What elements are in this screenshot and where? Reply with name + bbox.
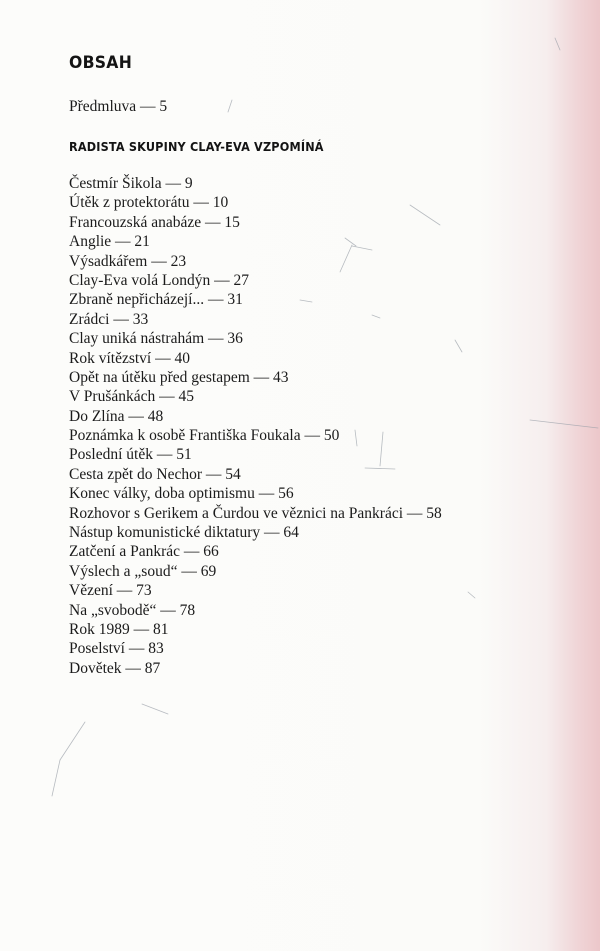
- toc-entry: Nástup komunistické diktatury — 64: [69, 524, 299, 542]
- toc-entry: Poselství — 83: [69, 640, 164, 658]
- toc-entry: Do Zlína — 48: [69, 407, 164, 425]
- toc-entry: Poznámka k osobě Františka Foukala — 50: [69, 427, 340, 445]
- toc-entry: Zbraně nepřicházejí... — 31: [69, 291, 243, 309]
- toc-entry: Výslech a „soud“ — 69: [69, 562, 217, 580]
- toc-entry: Clay-Eva volá Londýn — 27: [69, 271, 249, 289]
- toc-entry: Anglie — 21: [69, 233, 150, 251]
- toc-entry: Rozhovor s Gerikem a Čurdou ve věznici na Pankráci — 58: [69, 504, 442, 522]
- table-of-contents: [69, 174, 442, 678]
- toc-entry: Zatčení a Pankrác — 66: [69, 543, 219, 561]
- contents-heading: OBSAH: [69, 53, 133, 73]
- toc-entry: Vězení — 73: [69, 582, 152, 600]
- toc-entry: Dovětek — 87: [69, 659, 161, 677]
- toc-entry: Čestmír Šikola — 9: [69, 175, 193, 192]
- section-title: RADISTA SKUPINY CLAY-EVA VZPOMÍNÁ: [69, 139, 324, 154]
- toc-entry: V Prušánkách — 45: [69, 388, 194, 406]
- toc-entry: Francouzská anabáze — 15: [69, 213, 240, 231]
- toc-entry: Poslední útěk — 51: [69, 446, 192, 464]
- toc-entry: Rok vítězství — 40: [69, 349, 190, 367]
- toc-entry: Na „svobodě“ — 78: [69, 601, 196, 619]
- toc-entry: Zrádci — 33: [69, 310, 149, 328]
- toc-entry: Opět na útěku před gestapem — 43: [69, 368, 289, 386]
- toc-entry: Konec války, doba optimismu — 56: [69, 485, 294, 503]
- toc-entry: Výsadkářem — 23: [69, 252, 187, 270]
- toc-entry: Cesta zpět do Nechor — 54: [69, 465, 241, 483]
- toc-entry: Rok 1989 — 81: [69, 620, 169, 638]
- toc-entry: Útěk z protektorátu — 10: [69, 194, 229, 212]
- toc-entry-preface: Předmluva — 5: [69, 98, 168, 115]
- toc-entry: Clay uniká nástrahám — 36: [69, 330, 243, 348]
